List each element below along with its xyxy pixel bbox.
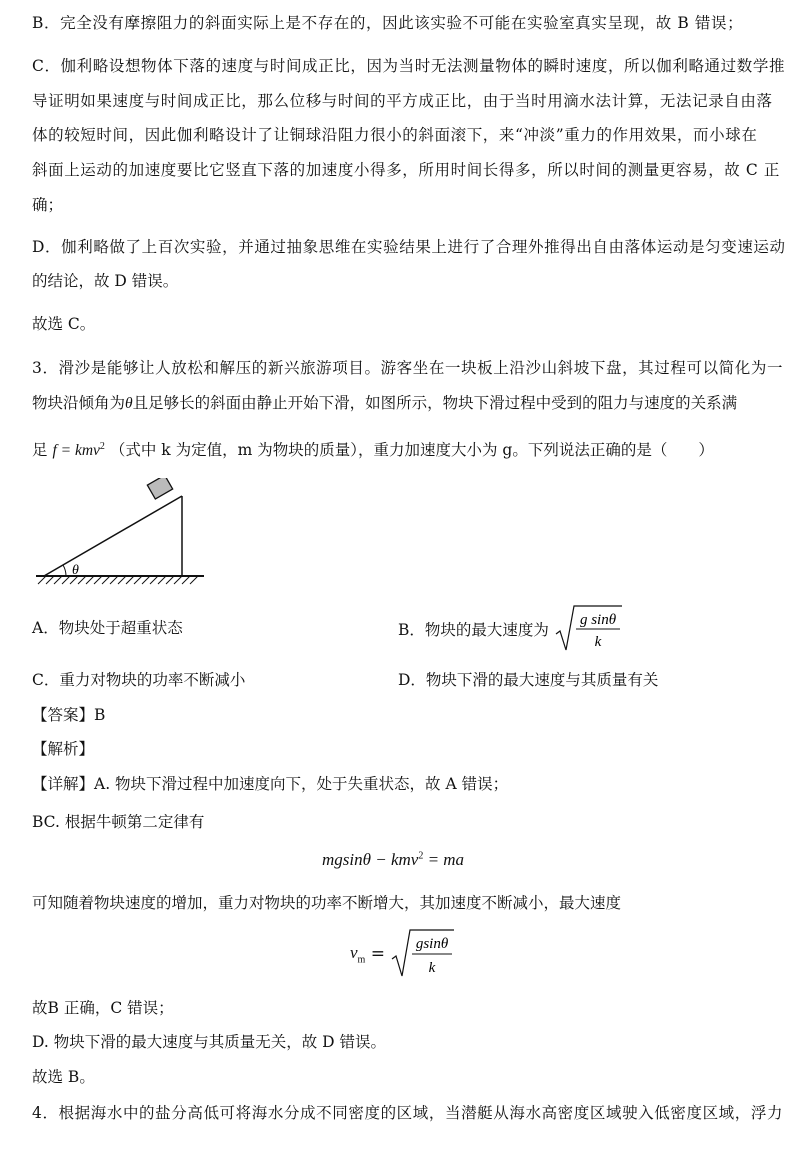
choose-c: 故选 C。 [32, 315, 96, 333]
para-c-1: C．伽利略设想物体下落的速度与时间成正比，因为当时无法测量物体的瞬时速度，所以伽利略通过数学推 [32, 57, 786, 75]
option-b [398, 604, 624, 654]
vmax-sqrt [390, 928, 456, 980]
q3-line-3 [32, 436, 772, 462]
equation-newton: mgsinθ − kmv$^2$ = ma [322, 850, 465, 869]
incline-figure [30, 478, 210, 590]
answer: 【答案】B [32, 706, 106, 724]
vm-equals: = [365, 944, 391, 964]
vm-sub: m [357, 954, 366, 966]
sliding-block [147, 478, 172, 499]
q3-line-2 [32, 392, 772, 415]
para-b: B．完全没有摩擦阻力的斜面实际上是不存在的，因此该实验不可能在实验室真实呈现，故 B 错误； [32, 14, 744, 32]
option-c: C．重力对物块的功率不断减小 [32, 671, 246, 689]
choose-b: 故选 B。 [32, 1068, 95, 1086]
option-b-sqrt [554, 604, 624, 654]
q3-line-2b: 且足够长的斜面由静止开始下滑，如图所示，物块下滑过程中受到的阻力与速度的关系满 [132, 394, 738, 412]
para-c-3: 体的较短时间，因此伽利略设计了让铜球沿阻力很小的斜面滚下，来“冲淡”重力的作用效果，而小球在 [32, 126, 758, 144]
detail-d: D. 物块下滑的最大速度与其质量无关，故 D 错误。 [32, 1033, 387, 1051]
para-d-1: D．伽利略做了上百次实验，并通过抽象思维在实验结果上进行了合理外推得出自由落体运动是匀变速运动 [32, 238, 786, 256]
resistance-formula: f = kmv$^2$ [52, 441, 105, 460]
detail-a: 【详解】A. 物块下滑过程中加速度向下，处于失重状态，故 A 错误； [32, 775, 509, 793]
detail-bc: BC. 根据牛顿第二定律有 [32, 813, 205, 831]
theta-label: θ [72, 563, 79, 578]
vmax-numerator: gsinθ [416, 936, 449, 952]
para-c-4: 斜面上运动的加速度要比它竖直下落的加速度小得多，所用时间长得多，所以时间的测量更容易，故 C 正 [32, 161, 781, 179]
option-b-numerator: g sinθ [579, 612, 616, 628]
vm-v: v [350, 942, 358, 962]
angle-arc [63, 565, 66, 576]
q3-line-2a: 物块沿倾角为 [32, 394, 126, 412]
option-d: D．物块下滑的最大速度与其质量有关 [398, 671, 659, 689]
q4-line-1: 4．根据海水中的盐分高低可将海水分成不同密度的区域，当潜艇从海水高密度区域驶入低密度区域，浮力 [32, 1104, 784, 1122]
analysis-heading: 【解析】 [32, 740, 95, 758]
para-c-2: 导证明如果速度与时间成正比，那么位移与时间的平方成正比，由于当时用滴水法计算，无法记录自由落 [32, 92, 773, 110]
q3-line-3b: （式中 k 为定值，m 为物块的质量），重力加速度大小为 g。下列说法正确的是（ ） [109, 441, 714, 460]
conclusion-bc: 故B 正确，C 错误； [32, 999, 174, 1017]
vmax-denominator: k [429, 960, 436, 976]
equation-vmax [350, 928, 456, 980]
para-d-2: 的结论，故 D 错误。 [32, 272, 179, 290]
option-a: A．物块处于超重状态 [32, 619, 183, 637]
after-equation: 可知随着物块速度的增加，重力对物块的功率不断增大，其加速度不断减小，最大速度 [32, 894, 622, 912]
option-b-denominator: k [594, 634, 602, 650]
option-b-text: B．物块的最大速度为 [398, 621, 549, 639]
para-c-5: 确； [32, 196, 64, 214]
q3-line-3a: 足 [32, 441, 48, 460]
q3-line-1: 3．滑沙是能够让人放松和解压的新兴旅游项目。游客坐在一块板上沿沙山斜坡下盘，其过程可以简化为一 [32, 359, 784, 377]
incline-slope [44, 496, 182, 576]
theta-symbol: θ [125, 395, 133, 412]
